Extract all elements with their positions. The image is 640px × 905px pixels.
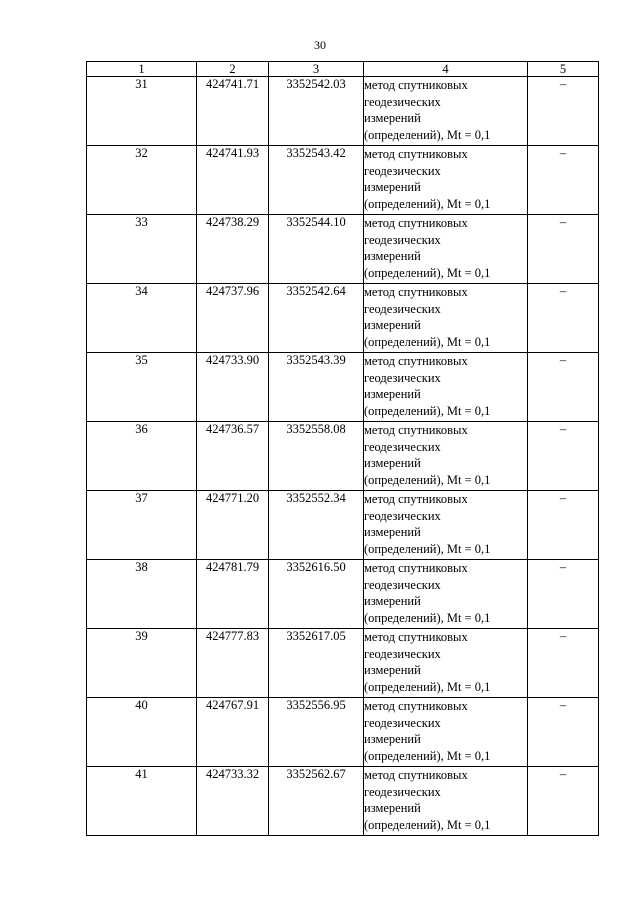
point-number: 35 <box>87 353 197 422</box>
coordinate-x: 424781.79 <box>197 560 269 629</box>
page-number: 30 <box>314 38 326 52</box>
coordinate-y: 3352617.05 <box>269 629 364 698</box>
table-row <box>87 422 599 491</box>
method-line: метод спутниковых <box>364 630 468 644</box>
coordinate-y: 3352552.34 <box>269 491 364 560</box>
coordinate-y: 3352542.03 <box>269 77 364 146</box>
header-col-2: 2 <box>197 62 269 77</box>
table-row <box>87 698 599 767</box>
header-col-1: 1 <box>87 62 197 77</box>
point-number: 38 <box>87 560 197 629</box>
method-line: измерений <box>364 732 421 746</box>
coordinate-y: 3352543.42 <box>269 146 364 215</box>
point-number: 32 <box>87 146 197 215</box>
method-line: измерений <box>364 180 421 194</box>
column-5-value: – <box>528 491 599 560</box>
method-description <box>364 698 528 767</box>
method-line: измерений <box>364 594 421 608</box>
column-5-value: – <box>528 77 599 146</box>
coordinate-x: 424767.91 <box>197 698 269 767</box>
method-line: (определений), Mt = 0,1 <box>364 127 491 142</box>
method-line: метод спутниковых <box>364 216 468 230</box>
table-row <box>87 767 599 836</box>
table-row <box>87 215 599 284</box>
table-row <box>87 353 599 422</box>
point-number: 41 <box>87 767 197 836</box>
method-line: геодезических <box>364 508 441 523</box>
method-line: метод спутниковых <box>364 768 468 782</box>
header-col-4: 4 <box>364 62 528 77</box>
method-line: (определений), Mt = 0,1 <box>364 334 491 349</box>
table-row <box>87 629 599 698</box>
method-line: (определений), Mt = 0,1 <box>364 817 491 832</box>
method-description <box>364 767 528 836</box>
coordinate-x: 424737.96 <box>197 284 269 353</box>
method-line: геодезических <box>364 370 441 385</box>
coordinate-x: 424736.57 <box>197 422 269 491</box>
method-line: измерений <box>364 663 421 677</box>
method-line: (определений), Mt = 0,1 <box>364 610 491 625</box>
coordinate-y: 3352544.10 <box>269 215 364 284</box>
coordinate-x: 424741.93 <box>197 146 269 215</box>
method-description <box>364 284 528 353</box>
table-row <box>87 284 599 353</box>
method-line: (определений), Mt = 0,1 <box>364 403 491 418</box>
table-body <box>87 77 599 836</box>
point-number: 36 <box>87 422 197 491</box>
method-line: геодезических <box>364 94 441 109</box>
point-number: 39 <box>87 629 197 698</box>
method-line: геодезических <box>364 301 441 316</box>
coordinate-x: 424738.29 <box>197 215 269 284</box>
method-description <box>364 422 528 491</box>
header-col-3: 3 <box>269 62 364 77</box>
method-line: измерений <box>364 525 421 539</box>
column-5-value: – <box>528 698 599 767</box>
table-row <box>87 146 599 215</box>
coordinate-y: 3352542.64 <box>269 284 364 353</box>
coordinate-y: 3352543.39 <box>269 353 364 422</box>
method-line: измерений <box>364 111 421 125</box>
method-line: (определений), Mt = 0,1 <box>364 541 491 556</box>
column-5-value: – <box>528 767 599 836</box>
coordinate-y: 3352562.67 <box>269 767 364 836</box>
method-line: геодезических <box>364 646 441 661</box>
method-line: метод спутниковых <box>364 423 468 437</box>
coordinates-table <box>86 61 599 836</box>
coordinate-y: 3352556.95 <box>269 698 364 767</box>
method-line: измерений <box>364 318 421 332</box>
method-description <box>364 353 528 422</box>
method-description <box>364 77 528 146</box>
column-5-value: – <box>528 422 599 491</box>
point-number: 40 <box>87 698 197 767</box>
method-line: геодезических <box>364 232 441 247</box>
method-description <box>364 560 528 629</box>
column-5-value: – <box>528 215 599 284</box>
coordinate-x: 424771.20 <box>197 491 269 560</box>
column-5-value: – <box>528 353 599 422</box>
method-line: (определений), Mt = 0,1 <box>364 472 491 487</box>
method-description <box>364 491 528 560</box>
point-number: 31 <box>87 77 197 146</box>
column-5-value: – <box>528 560 599 629</box>
coordinate-x: 424741.71 <box>197 77 269 146</box>
method-line: метод спутниковых <box>364 492 468 506</box>
method-line: (определений), Mt = 0,1 <box>364 265 491 280</box>
table-row <box>87 77 599 146</box>
table-row <box>87 491 599 560</box>
method-line: измерений <box>364 801 421 815</box>
method-line: (определений), Mt = 0,1 <box>364 196 491 211</box>
method-line: геодезических <box>364 784 441 799</box>
method-line: (определений), Mt = 0,1 <box>364 748 491 763</box>
column-5-value: – <box>528 284 599 353</box>
method-line: метод спутниковых <box>364 147 468 161</box>
method-line: измерений <box>364 249 421 263</box>
column-5-value: – <box>528 146 599 215</box>
coordinate-x: 424733.32 <box>197 767 269 836</box>
coordinate-x: 424733.90 <box>197 353 269 422</box>
method-line: геодезических <box>364 439 441 454</box>
method-line: измерений <box>364 387 421 401</box>
coordinate-y: 3352616.50 <box>269 560 364 629</box>
header-row <box>87 62 599 77</box>
header-col-5: 5 <box>528 62 599 77</box>
point-number: 37 <box>87 491 197 560</box>
method-line: (определений), Mt = 0,1 <box>364 679 491 694</box>
method-line: метод спутниковых <box>364 699 468 713</box>
table-row <box>87 560 599 629</box>
method-description <box>364 629 528 698</box>
method-line: измерений <box>364 456 421 470</box>
method-description <box>364 215 528 284</box>
coordinate-y: 3352558.08 <box>269 422 364 491</box>
method-line: геодезических <box>364 163 441 178</box>
method-line: метод спутниковых <box>364 78 468 92</box>
coordinate-x: 424777.83 <box>197 629 269 698</box>
method-line: метод спутниковых <box>364 285 468 299</box>
point-number: 33 <box>87 215 197 284</box>
method-line: метод спутниковых <box>364 354 468 368</box>
method-line: метод спутниковых <box>364 561 468 575</box>
method-line: геодезических <box>364 577 441 592</box>
point-number: 34 <box>87 284 197 353</box>
method-line: геодезических <box>364 715 441 730</box>
method-description <box>364 146 528 215</box>
column-5-value: – <box>528 629 599 698</box>
